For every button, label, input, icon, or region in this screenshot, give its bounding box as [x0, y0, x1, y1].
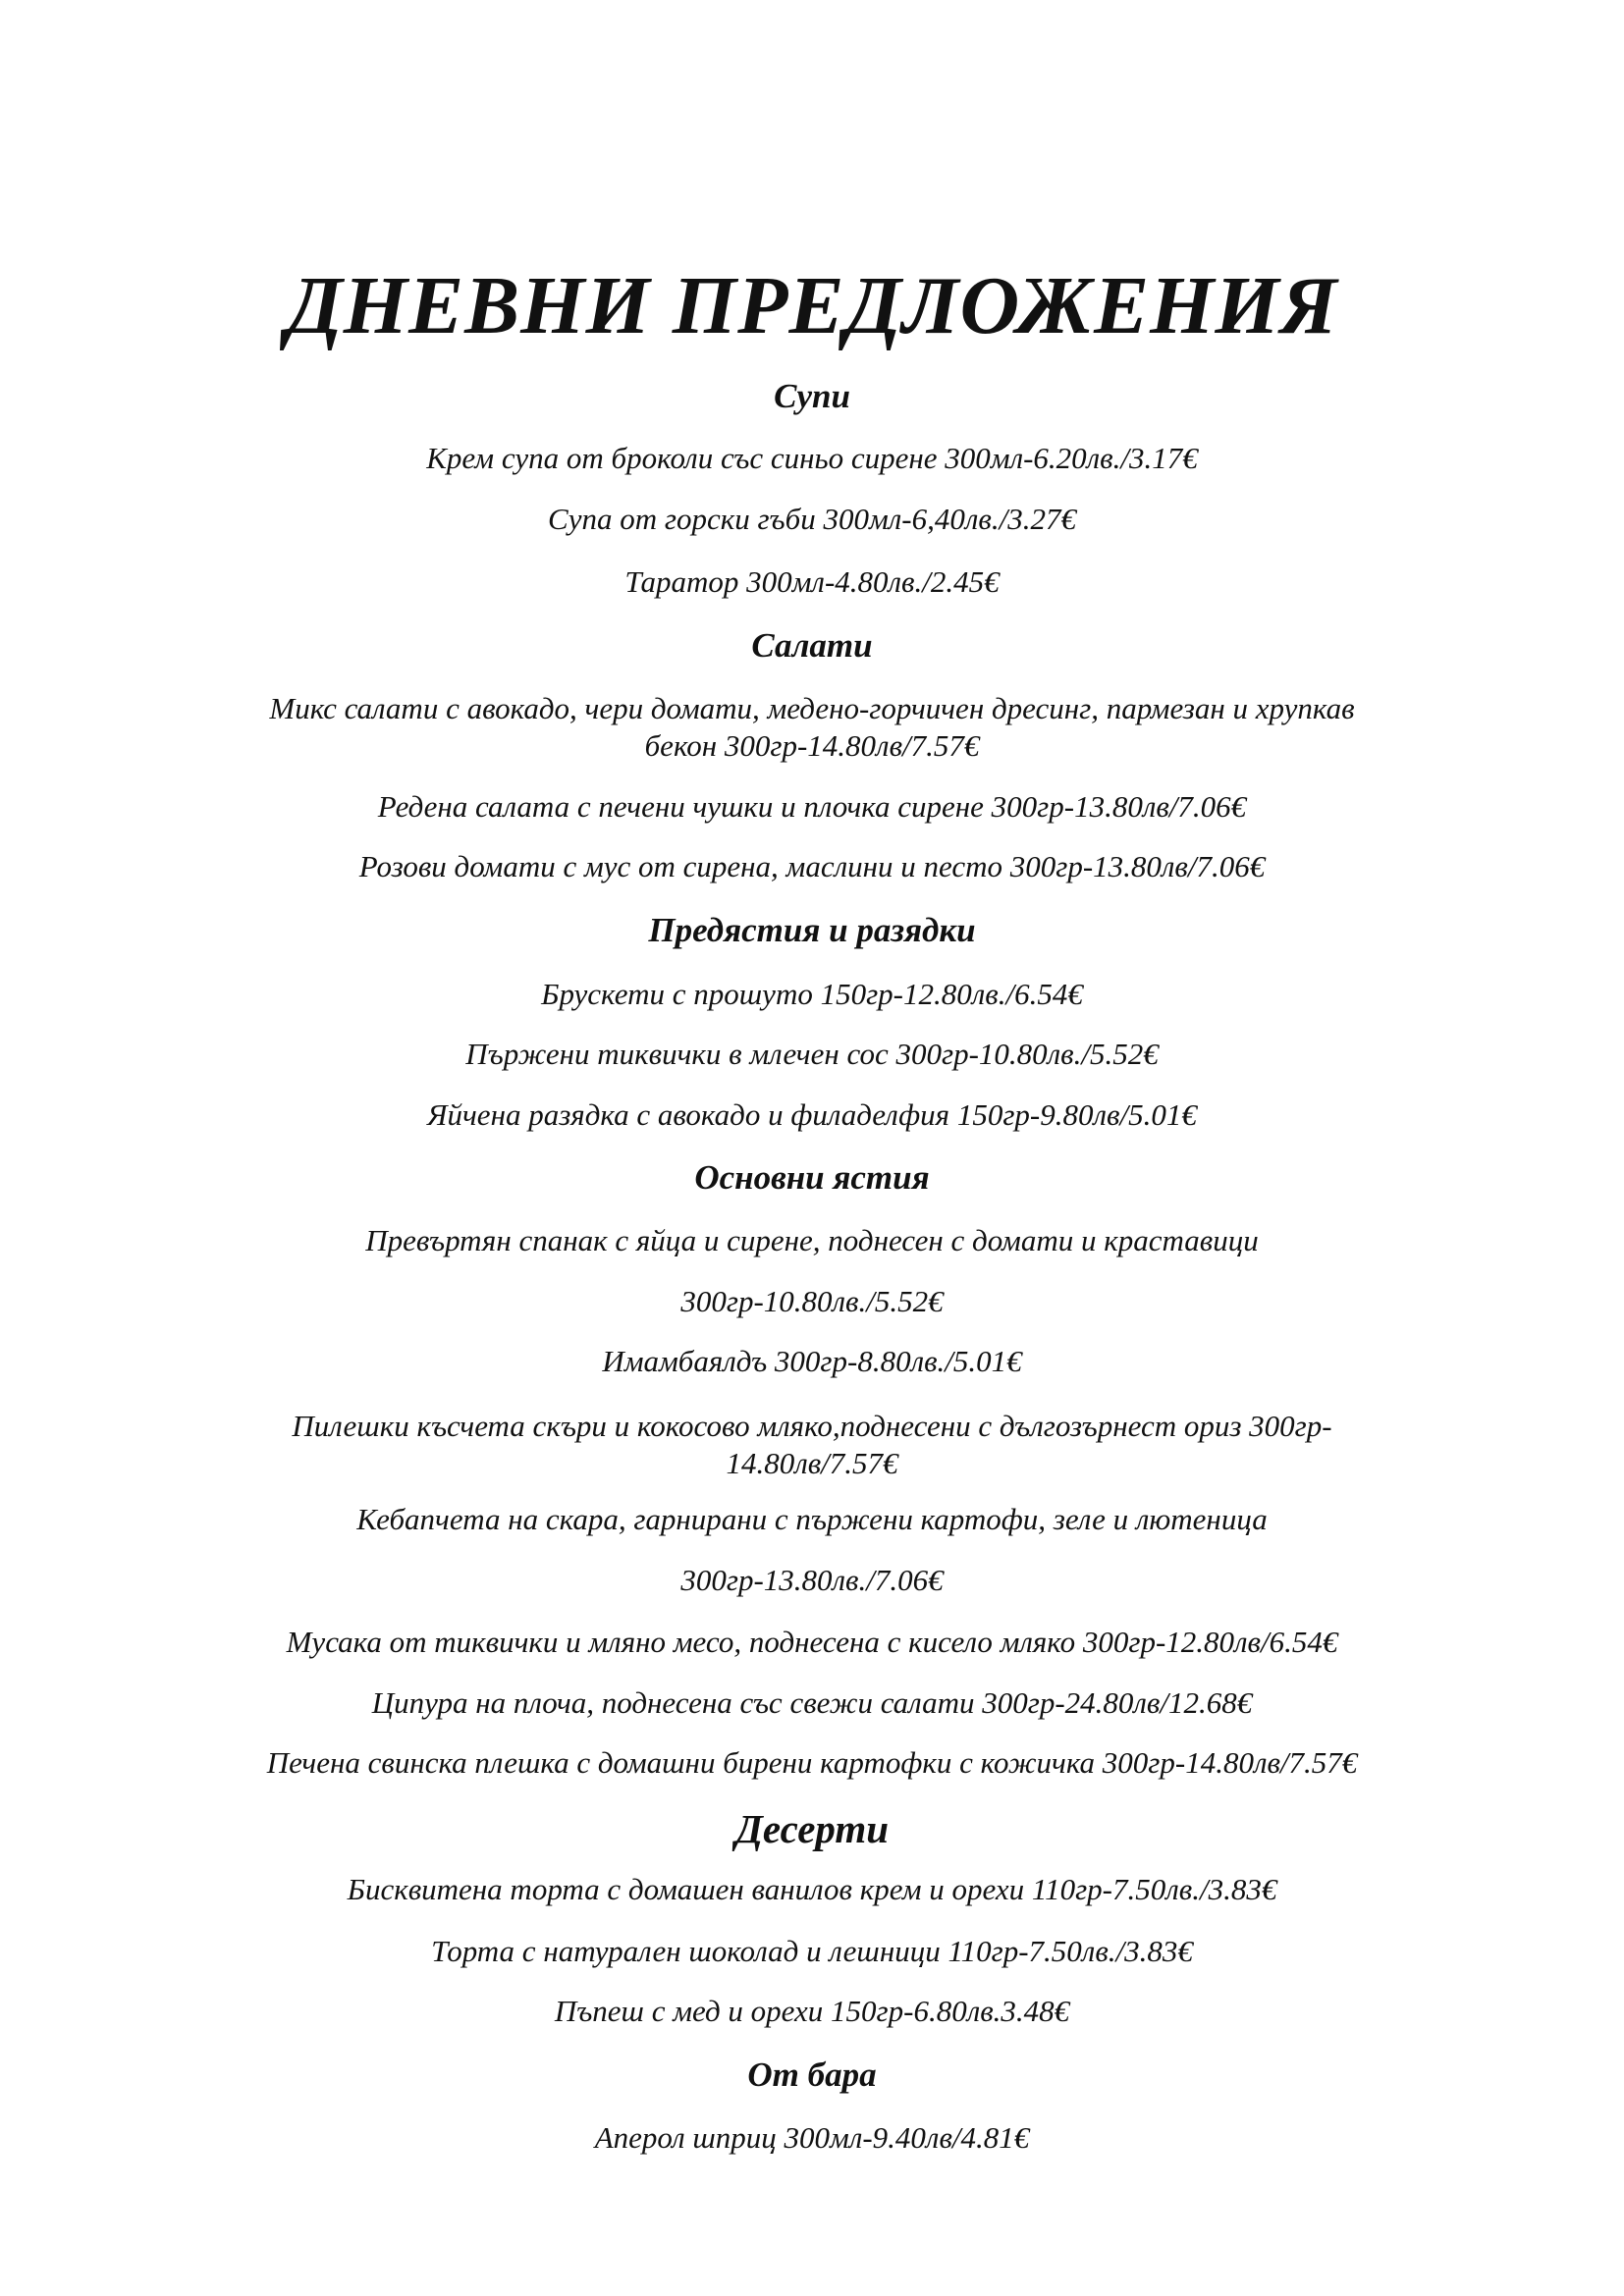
menu-item: Редена салата с печени чушки и плочка сирене 300гр-13.80лв/7.06€ — [377, 789, 1247, 824]
menu-item: Яйчена разядка с авокадо и филаделфия 150гр-9.80лв/5.01€ — [427, 1097, 1197, 1132]
menu-item: Бисквитена торта с домашен ванилов крем и орехи 110гр-7.50лв./3.83€ — [347, 1872, 1277, 1906]
menu-item: Пилешки късчета скъри и кокосово мляко,поднесени с дългозърнест ориз 300гр- — [292, 1409, 1332, 1443]
menu-item-continued: 300гр-10.80лв./5.52€ — [680, 1284, 944, 1318]
menu-item: Брускети с прошуто 150гр-12.80лв./6.54€ — [541, 977, 1083, 1011]
menu-item: Кебапчета на скара, гарнирани с пържени картофи, зеле и лютеница — [356, 1502, 1268, 1536]
menu-item: Микс салати с авокадо, чери домати, медено-горчичен дресинг, пармезан и хрупкав — [269, 691, 1355, 725]
section-heading-salads: Салати — [751, 626, 873, 665]
menu-item: Таратор 300мл-4.80лв./2.45€ — [624, 564, 1000, 599]
menu-item: Печена свинска плешка с домашни бирени картофки с кожичка 300гр-14.80лв/7.57€ — [266, 1745, 1358, 1780]
page-title: ДНЕВНИ ПРЕДЛОЖЕНИЯ — [286, 260, 1338, 351]
menu-item: Крем супа от броколи със синьо сирене 300мл-6.20лв./3.17€ — [426, 441, 1198, 475]
menu-item: Превъртян спанак с яйца и сирене, поднесен с домати и краставици — [365, 1223, 1259, 1257]
menu-item-continued: 300гр-13.80лв./7.06€ — [680, 1563, 944, 1597]
menu-item: Ципура на плоча, поднесена със свежи салати 300гр-24.80лв/12.68€ — [371, 1685, 1253, 1720]
menu-item: Пъпеш с мед и орехи 150гр-6.80лв.3.48€ — [554, 1994, 1070, 2028]
menu-item: Розови домати с мус от сирена, маслини и песто 300гр-13.80лв/7.06€ — [358, 849, 1266, 883]
section-heading-desserts: Десерти — [734, 1806, 890, 1851]
menu-item: Торта с натурален шоколад и лешници 110гр-7.50лв./3.83€ — [431, 1934, 1193, 1968]
menu-item-continued: бекон 300гр-14.80лв/7.57€ — [644, 728, 980, 763]
section-heading-bar: От бара — [747, 2056, 877, 2094]
menu-item: Аперол шприц 300мл-9.40лв/4.81€ — [594, 2120, 1030, 2155]
menu-item: Мусака от тиквички и мляно месо, поднесена с кисело мляко 300гр-12.80лв/6.54€ — [286, 1625, 1338, 1659]
menu-item-continued: 14.80лв/7.57€ — [726, 1446, 898, 1480]
section-heading-main-courses: Основни ястия — [694, 1158, 930, 1197]
section-heading-soups: Супи — [774, 377, 850, 415]
menu-item: Пържени тиквички в млечен сос 300гр-10.80лв./5.52€ — [465, 1037, 1159, 1071]
section-heading-starters: Предястия и разядки — [648, 911, 976, 949]
menu-item: Имамбаялдъ 300гр-8.80лв./5.01€ — [602, 1344, 1022, 1378]
menu-item: Супа от горски гъби 300мл-6,40лв./3.27€ — [548, 502, 1076, 536]
